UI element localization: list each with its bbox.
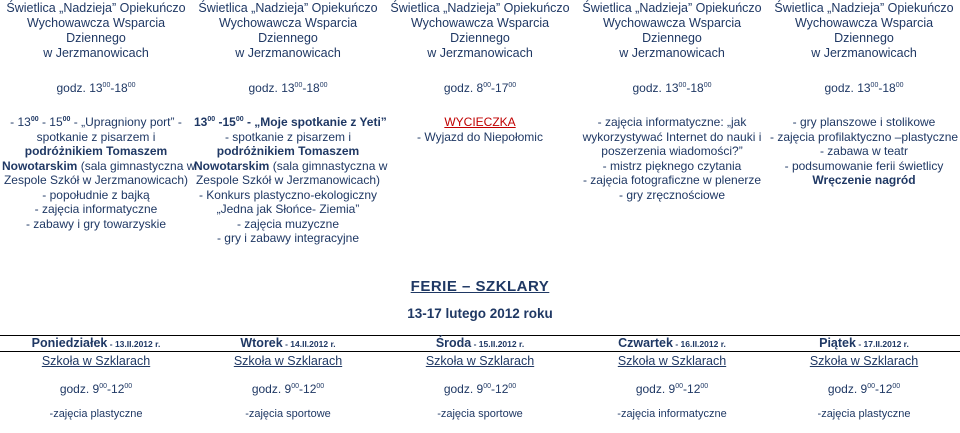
activity-line bbox=[2, 115, 190, 130]
day-date: - 13.II.2012 r. bbox=[107, 339, 161, 349]
hours-prefix: godz. bbox=[827, 382, 861, 396]
activity-text: -15 bbox=[215, 115, 236, 129]
schedule-column bbox=[0, 0, 196, 246]
hours-from-minutes: 00 bbox=[678, 82, 687, 89]
activity-line bbox=[578, 188, 766, 203]
activity-list bbox=[0, 115, 196, 231]
hours-to-minutes: 00 bbox=[124, 383, 133, 390]
hours-from-minutes: 00 bbox=[870, 82, 879, 89]
activity-list bbox=[192, 115, 388, 246]
ferie-day-column bbox=[384, 336, 576, 421]
activity-line bbox=[770, 115, 958, 130]
hours-from-minutes: 00 bbox=[99, 383, 108, 390]
activity-line bbox=[770, 144, 958, 159]
place-name bbox=[192, 1, 384, 61]
hours-to: 12 bbox=[111, 382, 125, 396]
opening-hours: godz. $8^{00}-17^{00}$ bbox=[443, 81, 517, 95]
session-activity: -zajęcia plastyczne bbox=[49, 408, 143, 420]
hours-from: 13 bbox=[89, 81, 103, 95]
schedule-column bbox=[768, 0, 960, 246]
session-hours: godz. $9^{00}-12^{00}$ bbox=[827, 382, 901, 396]
place-line: Świetlica „Nadzieja” Opiekuńczo bbox=[6, 1, 186, 15]
activity-text: Wręczenie nagród bbox=[812, 173, 916, 187]
time-superscript: 00 bbox=[30, 116, 39, 123]
place-line: Świetlica „Nadzieja” Opiekuńczo bbox=[390, 1, 570, 15]
activity-text: Zespole Szkół w Jerzmanowicach) bbox=[195, 173, 381, 187]
activity-list bbox=[384, 115, 576, 144]
day-name: Czwartek bbox=[618, 336, 673, 350]
activity-text: Nowotarskim bbox=[2, 158, 78, 173]
school-name: Szkoła w Szklarach bbox=[617, 354, 727, 368]
hours-to: 12 bbox=[879, 382, 893, 396]
activity-text: - 15 bbox=[38, 115, 63, 129]
hours-to: 18 bbox=[690, 81, 704, 95]
day-header bbox=[576, 336, 768, 352]
activity-line bbox=[194, 144, 382, 159]
hours-from-minutes: 00 bbox=[294, 82, 303, 89]
activity-text: - gry planszowe i stolikowe bbox=[792, 115, 936, 129]
day-header bbox=[192, 336, 384, 352]
activity-text: podróżnikiem Tomaszem bbox=[24, 144, 168, 158]
activity-line bbox=[578, 144, 766, 159]
activity-text: - zajęcia fotograficzne w plenerze bbox=[582, 173, 762, 187]
activity-line bbox=[194, 188, 382, 203]
session-activity: -zajęcia plastyczne bbox=[817, 408, 911, 420]
place-line: Wychowawcza Wsparcia bbox=[218, 16, 358, 30]
time-superscript: 00 bbox=[207, 116, 216, 123]
activity-list bbox=[768, 115, 960, 188]
activity-text: - 13 bbox=[10, 115, 31, 129]
day-date: - 17.II.2012 r. bbox=[855, 339, 909, 349]
activity-line bbox=[2, 144, 190, 159]
hours-from: 8 bbox=[476, 81, 484, 95]
place-line: Dziennego bbox=[450, 31, 510, 45]
activity-line bbox=[2, 217, 190, 232]
place-line: Dziennego bbox=[642, 31, 702, 45]
hours-prefix: godz. bbox=[635, 382, 669, 396]
activity-line bbox=[386, 115, 574, 130]
hours-to: 12 bbox=[303, 382, 317, 396]
session-activity: -zajęcia sportowe bbox=[437, 408, 523, 420]
activity-text: Nowotarskim bbox=[194, 158, 270, 173]
activity-line bbox=[2, 188, 190, 203]
activity-text: - Konkurs plastyczno-ekologiczny bbox=[198, 187, 378, 202]
activity-list bbox=[576, 115, 768, 202]
day-header bbox=[768, 336, 960, 352]
activity-line bbox=[578, 130, 766, 145]
activity-line bbox=[2, 130, 190, 145]
activity-text: „Jedna jak Słońce- Ziemia” bbox=[216, 202, 360, 216]
place-line: Wychowawcza Wsparcia bbox=[794, 16, 934, 30]
day-date: - 14.II.2012 r. bbox=[282, 339, 336, 349]
activity-line bbox=[578, 159, 766, 174]
session-activity: -zajęcia sportowe bbox=[245, 408, 331, 420]
opening-hours: godz. $13^{00}-18^{00}$ bbox=[824, 81, 904, 95]
opening-hours: godz. $13^{00}-18^{00}$ bbox=[248, 81, 328, 95]
activity-text: - zabawa w teatr bbox=[819, 144, 909, 158]
activity-text: - zajęcia profilaktyczno –plastyczne bbox=[770, 129, 959, 144]
school-name: Szkoła w Szklarach bbox=[233, 354, 343, 368]
place-line: w Jerzmanowicach bbox=[43, 46, 149, 60]
hours-prefix: godz. bbox=[251, 382, 285, 396]
place-line: Wychowawcza Wsparcia bbox=[410, 16, 550, 30]
hours-from: 13 bbox=[857, 81, 871, 95]
activity-text: - „Upragniony port” - bbox=[70, 115, 182, 129]
activity-line bbox=[770, 159, 958, 174]
hours-to: 18 bbox=[306, 81, 320, 95]
activity-text: - zajęcia muzyczne bbox=[236, 216, 340, 231]
place-name bbox=[768, 1, 960, 61]
hours-to-minutes: 00 bbox=[316, 383, 325, 390]
schedule-column bbox=[384, 0, 576, 246]
session-hours: godz. $9^{00}-12^{00}$ bbox=[59, 382, 133, 396]
hours-to: 12 bbox=[687, 382, 701, 396]
hours-to-minutes: 00 bbox=[703, 82, 712, 89]
hours-prefix: godz. bbox=[59, 382, 93, 396]
hours-from-minutes: 00 bbox=[483, 383, 492, 390]
school-name: Szkoła w Szklarach bbox=[809, 354, 919, 368]
activity-text: - podsumowanie ferii świetlicy bbox=[784, 158, 944, 173]
hours-from-minutes: 00 bbox=[291, 383, 300, 390]
school-name: Szkoła w Szklarach bbox=[41, 354, 151, 368]
day-name: Poniedziałek bbox=[31, 336, 108, 350]
ferie-section bbox=[0, 278, 960, 321]
activity-line bbox=[770, 173, 958, 188]
hours-prefix: godz. bbox=[443, 81, 477, 95]
place-line: w Jerzmanowicach bbox=[235, 46, 341, 60]
hours-from-minutes: 00 bbox=[102, 82, 111, 89]
activity-line bbox=[194, 202, 382, 217]
hours-from-minutes: 00 bbox=[675, 383, 684, 390]
activity-line bbox=[194, 231, 382, 246]
place-line: w Jerzmanowicach bbox=[811, 46, 917, 60]
place-line: Dziennego bbox=[834, 31, 894, 45]
activity-text: spotkanie z pisarzem i bbox=[36, 129, 156, 144]
hours-to: 18 bbox=[882, 81, 896, 95]
activity-line bbox=[2, 202, 190, 217]
activity-line bbox=[194, 217, 382, 232]
hours-to-minutes: 00 bbox=[892, 383, 901, 390]
activity-line bbox=[578, 173, 766, 188]
hours-from: 9 bbox=[860, 382, 868, 396]
day-header bbox=[0, 336, 192, 352]
hours-to: 17 bbox=[495, 81, 509, 95]
hours-from: 9 bbox=[476, 382, 484, 396]
hours-to-minutes: 00 bbox=[508, 82, 517, 89]
session-activity: -zajęcia informatyczne bbox=[617, 408, 727, 420]
day-name: Piątek bbox=[819, 336, 856, 350]
day-name: Wtorek bbox=[240, 336, 283, 350]
hours-from-minutes: 00 bbox=[867, 383, 876, 390]
opening-hours: godz. $13^{00}-18^{00}$ bbox=[632, 81, 712, 95]
place-line: w Jerzmanowicach bbox=[619, 46, 725, 60]
place-line: Dziennego bbox=[258, 31, 318, 45]
ferie-day-column bbox=[768, 336, 960, 421]
activity-text: - spotkanie z pisarzem i bbox=[224, 129, 352, 144]
day-date: - 15.II.2012 r. bbox=[471, 339, 525, 349]
time-superscript: 00 bbox=[62, 116, 71, 123]
session-hours: godz. $9^{00}-12^{00}$ bbox=[251, 382, 325, 396]
activity-text: - gry zręcznościowe bbox=[618, 187, 726, 202]
activity-text: wykorzystywać Internet do nauki i bbox=[582, 129, 762, 144]
ferie-title: FERIE – SZKLARY bbox=[410, 278, 550, 295]
time-superscript: 00 bbox=[235, 116, 244, 123]
place-line: Dziennego bbox=[66, 31, 126, 45]
activity-text: - mistrz pięknego czytania bbox=[602, 158, 742, 173]
activity-text: WYCIECZKA bbox=[444, 115, 516, 129]
ferie-day-column bbox=[192, 336, 384, 421]
session-hours: godz. $9^{00}-12^{00}$ bbox=[635, 382, 709, 396]
hours-from: 9 bbox=[284, 382, 292, 396]
hours-to: 12 bbox=[495, 382, 509, 396]
hours-prefix: godz. bbox=[56, 81, 90, 95]
hours-to-minutes: 00 bbox=[895, 82, 904, 89]
activity-line bbox=[194, 173, 382, 188]
hours-from: 9 bbox=[668, 382, 676, 396]
hours-prefix: godz. bbox=[443, 382, 477, 396]
hours-from: 13 bbox=[281, 81, 295, 95]
hours-from: 13 bbox=[665, 81, 679, 95]
ferie-day-column bbox=[576, 336, 768, 421]
place-line: Świetlica „Nadzieja” Opiekuńczo bbox=[198, 1, 378, 15]
hours-to-minutes: 00 bbox=[127, 82, 136, 89]
ferie-dates: 13-17 lutego 2012 roku bbox=[407, 306, 553, 321]
activity-text: - popołudnie z bajką bbox=[42, 187, 150, 202]
hours-to: 18 bbox=[114, 81, 128, 95]
place-line: w Jerzmanowicach bbox=[427, 46, 533, 60]
schedule-column bbox=[576, 0, 768, 246]
ferie-schedule-grid bbox=[0, 335, 960, 421]
school-name: Szkoła w Szklarach bbox=[425, 354, 535, 368]
activity-line bbox=[194, 158, 388, 174]
activity-text: - zajęcia informatyczne: „jak bbox=[597, 115, 747, 129]
day-date: - 16.II.2012 r. bbox=[672, 339, 726, 349]
hours-to-minutes: 00 bbox=[319, 82, 328, 89]
hours-prefix: godz. bbox=[248, 81, 282, 95]
day-name: Środa bbox=[435, 336, 472, 350]
hours-from-minutes: 00 bbox=[483, 82, 492, 89]
activity-text: (sala gimnastyczna w bbox=[77, 158, 196, 173]
activity-line bbox=[386, 130, 574, 145]
hours-to-minutes: 00 bbox=[700, 383, 709, 390]
activity-text: - zabawy i gry towarzyskie bbox=[25, 216, 167, 231]
opening-hours: godz. $13^{00}-18^{00}$ bbox=[56, 81, 136, 95]
activity-line bbox=[578, 115, 766, 130]
hours-prefix: godz. bbox=[632, 81, 666, 95]
activity-text: podróżnikiem Tomaszem bbox=[216, 144, 360, 158]
activity-text: - Wyjazd do Niepołomic bbox=[417, 129, 543, 144]
place-line: Wychowawcza Wsparcia bbox=[26, 16, 166, 30]
activity-line bbox=[194, 115, 387, 130]
hours-from: 9 bbox=[92, 382, 100, 396]
activity-text: 13 bbox=[194, 115, 208, 129]
hours-prefix: godz. bbox=[824, 81, 858, 95]
place-name bbox=[384, 1, 576, 61]
place-line: Wychowawcza Wsparcia bbox=[602, 16, 742, 30]
activity-line bbox=[2, 158, 196, 174]
activity-text: (sala gimnastyczna w bbox=[269, 158, 388, 173]
activity-line bbox=[770, 130, 958, 145]
activity-line bbox=[194, 130, 382, 145]
activity-text: poszerzenia wiadomości?” bbox=[601, 144, 743, 158]
ferie-day-column bbox=[0, 336, 192, 421]
place-name bbox=[0, 1, 192, 61]
activity-text: Zespole Szkół w Jerzmanowicach) bbox=[3, 173, 189, 187]
place-line: Świetlica „Nadzieja” Opiekuńczo bbox=[774, 1, 954, 15]
place-name bbox=[576, 1, 768, 61]
place-line: Świetlica „Nadzieja” Opiekuńczo bbox=[582, 1, 762, 15]
session-hours: godz. $9^{00}-12^{00}$ bbox=[443, 382, 517, 396]
activity-line bbox=[2, 173, 190, 188]
hours-to-minutes: 00 bbox=[508, 383, 517, 390]
schedule-column bbox=[192, 0, 388, 246]
activity-text: - zajęcia informatyczne bbox=[34, 202, 158, 216]
activity-text: - gry i zabawy integracyjne bbox=[216, 231, 360, 245]
activity-text: - „Moje spotkanie z Yeti” bbox=[243, 115, 387, 129]
day-header bbox=[384, 336, 576, 352]
